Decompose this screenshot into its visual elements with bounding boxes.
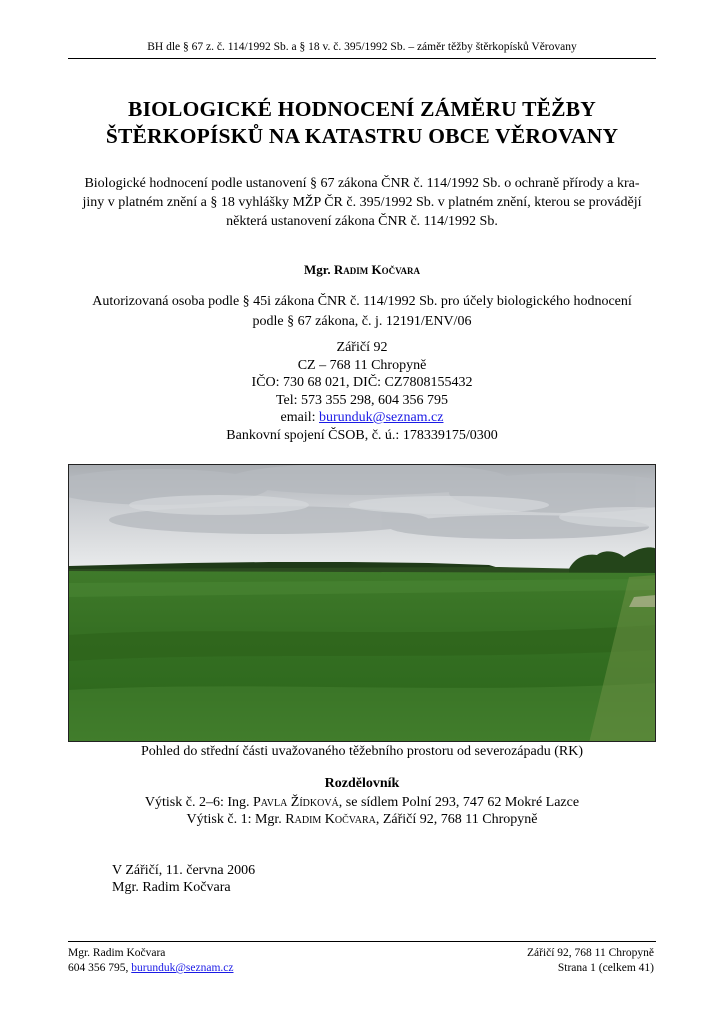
document-title bbox=[60, 96, 664, 150]
distribution-line-2 bbox=[68, 811, 656, 828]
footer-right bbox=[527, 946, 654, 976]
intro-paragraph bbox=[68, 174, 656, 231]
contact-city: CZ – 768 11 Chropyně bbox=[297, 357, 427, 373]
signoff-name: Mgr. Radim Kočvara bbox=[112, 880, 231, 895]
distribution-line-1 bbox=[68, 794, 656, 811]
contact-bank: Bankovní spojení ČSOB, č. ú.: 178339175/0300 bbox=[226, 427, 498, 443]
contact-email-line bbox=[68, 409, 656, 427]
authorization-note bbox=[68, 292, 656, 332]
title-line-1: BIOLOGICKÉ HODNOCENÍ ZÁMĚRU TĚŽBY bbox=[128, 97, 596, 121]
contact-street: Zářičí 92 bbox=[336, 340, 388, 355]
signoff-place-date: V Zářičí, 11. června 2006 bbox=[112, 863, 256, 878]
header-rule bbox=[68, 58, 656, 59]
intro-line-2: jiny v platném znění a § 18 vyhlášky MŽP ČR č. 395/1992 Sb. v platném znění, kterou se provádějí bbox=[82, 195, 642, 210]
footer-author: Mgr. Radim Kočvara bbox=[68, 947, 166, 959]
author-prefix: Mgr. bbox=[304, 262, 331, 277]
email-link[interactable]: burunduk@seznam.cz bbox=[319, 410, 444, 425]
footer-left bbox=[68, 946, 234, 976]
distribution-line-2-name: Radim Kočvara bbox=[285, 812, 376, 827]
landscape-photo bbox=[68, 464, 656, 742]
intro-line-3: některá ustanovení zákona ČNR č. 114/1992 Sb. bbox=[226, 214, 498, 229]
intro-line-1: Biologické hodnocení podle ustanovení § 67 zákona ČNR č. 114/1992 Sb. o ochraně přírody a kra- bbox=[84, 176, 640, 191]
photo-caption: Pohled do střední části uvažovaného těžebního prostoru od severozápadu (RK) bbox=[140, 744, 584, 759]
footer-phone: 604 356 795, bbox=[68, 962, 132, 974]
distribution-line-2-suffix: , Zářičí 92, 768 11 Chropyně bbox=[375, 812, 538, 827]
ico-value: : 730 68 021, bbox=[275, 375, 354, 390]
dic-value: : CZ7808155432 bbox=[377, 375, 473, 390]
authorization-line-2: podle § 67 zákona, č. j. 12191/ENV/06 bbox=[252, 314, 472, 329]
distribution-line-1-prefix: Výtisk č. 2–6: Ing. bbox=[144, 795, 250, 810]
distribution-line-1-suffix: , se sídlem Polní 293, 747 62 Mokré Lazce bbox=[338, 795, 580, 810]
ico-label: IČO bbox=[251, 375, 276, 390]
signoff bbox=[112, 862, 255, 896]
contact-phone: Tel: 573 355 298, 604 356 795 bbox=[275, 392, 449, 408]
distribution-line-1-name: Pavla Žídková bbox=[253, 795, 339, 810]
authorization-line-1: Autorizovaná osoba podle § 45i zákona ČNR č. 114/1992 Sb. pro účely biologického hodnocení bbox=[92, 294, 632, 309]
contact-ids bbox=[68, 374, 656, 392]
author-name bbox=[68, 262, 656, 278]
distribution-list bbox=[68, 794, 656, 828]
footer-rule bbox=[68, 941, 656, 942]
dic-label: DIČ bbox=[353, 375, 378, 390]
footer-address: Zářičí 92, 768 11 Chropyně bbox=[526, 947, 654, 959]
distribution-title: Rozdělovník bbox=[324, 776, 400, 791]
running-header: BH dle § 67 z. č. 114/1992 Sb. a § 18 v. č. 395/1992 Sb. – záměr těžby štěrkopísků Věrovany bbox=[147, 41, 577, 53]
footer-page-number: Strana 1 (celkem 41) bbox=[557, 962, 654, 974]
footer-contact bbox=[68, 961, 234, 976]
footer-email-link[interactable]: burunduk@seznam.cz bbox=[131, 962, 234, 974]
title-line-2: ŠTĚRKOPÍSKŮ NA KATASTRU OBCE VĚROVANY bbox=[105, 124, 619, 148]
author-surname: Radim Kočvara bbox=[333, 262, 420, 277]
email-label: email: bbox=[280, 410, 320, 425]
contact-block bbox=[68, 339, 656, 444]
distribution-line-2-prefix: Výtisk č. 1: Mgr. bbox=[186, 812, 282, 827]
